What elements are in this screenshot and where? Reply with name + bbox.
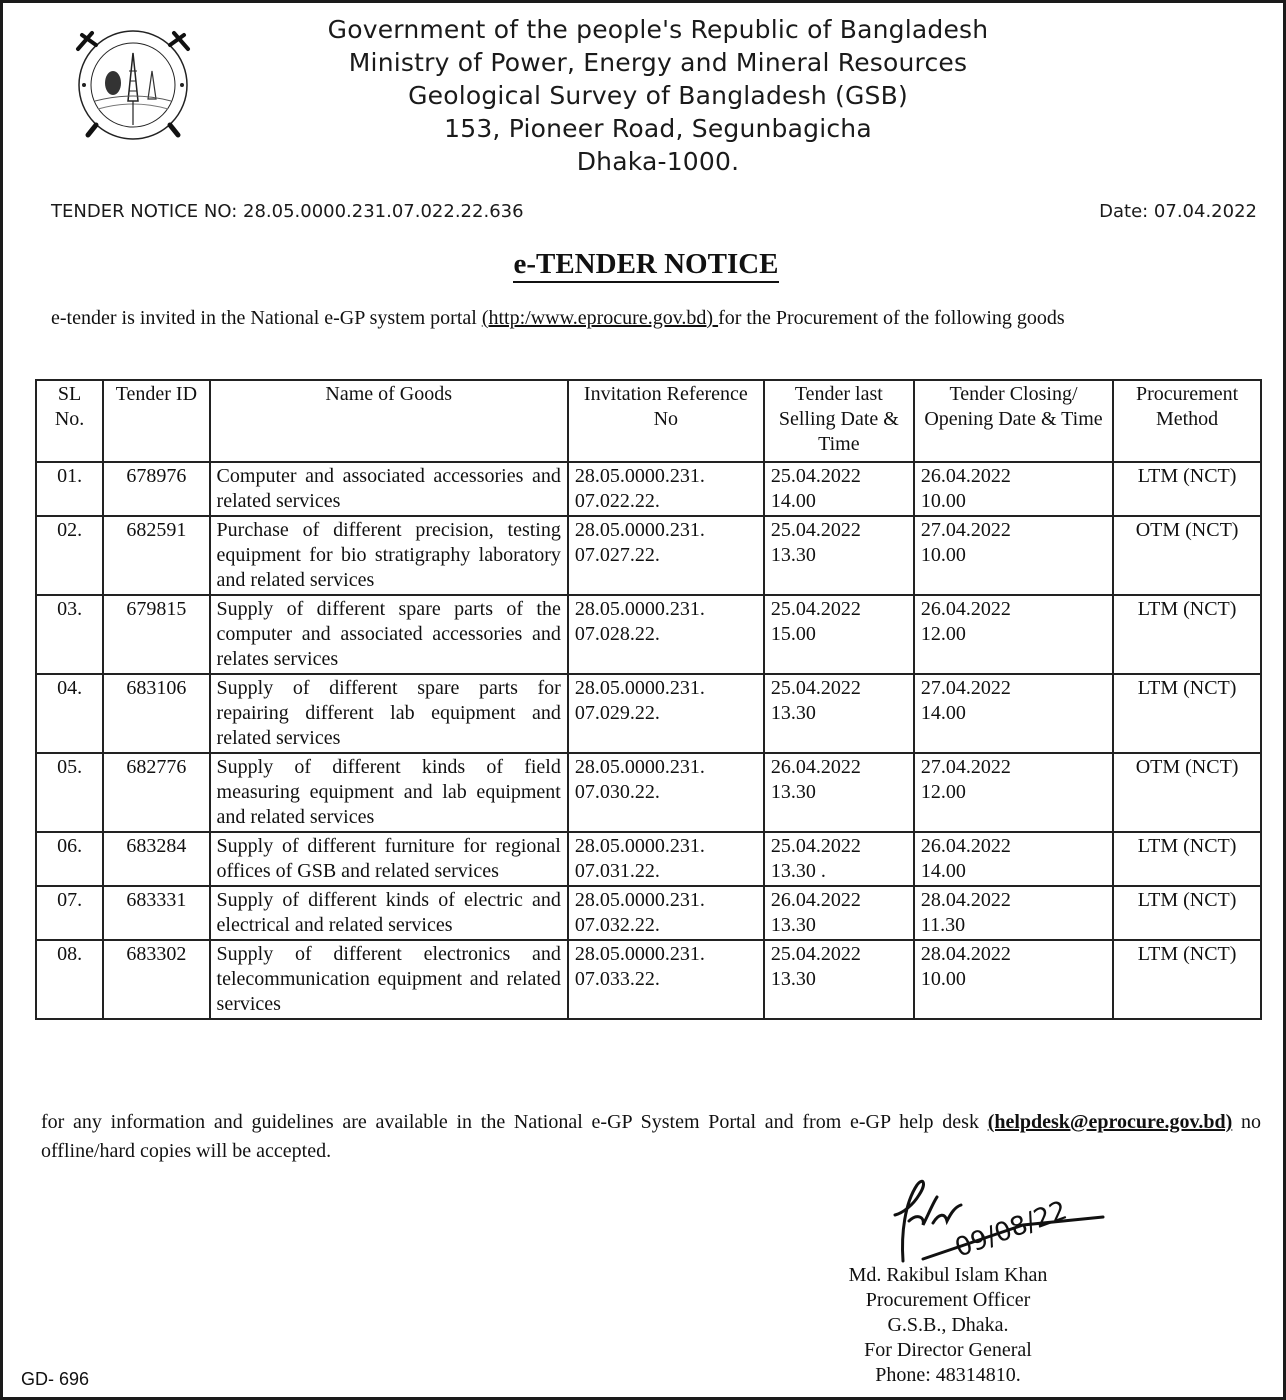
cell-closing-opening <box>914 753 1113 832</box>
table-row <box>36 462 1261 516</box>
cell-last-selling <box>764 595 914 674</box>
cell-last-selling <box>764 886 914 940</box>
ref-line-2: 07.030.22. <box>574 781 660 803</box>
table-row <box>36 832 1261 886</box>
closing-date: 27.04.2022 <box>920 677 1011 699</box>
cell-tender-id: 683106 <box>103 674 209 753</box>
ref-line-1: 28.05.0000.231. <box>574 519 705 541</box>
cell-invitation-ref <box>568 462 764 516</box>
closing-date: 28.04.2022 <box>920 943 1011 965</box>
ref-line-1: 28.05.0000.231. <box>574 598 705 620</box>
cell-name-of-goods: Supply of different electronics and telecommunication equipment and related services <box>210 940 568 1019</box>
footer-note <box>41 1108 1261 1166</box>
cell-sl-no: 05. <box>36 753 103 832</box>
closing-time: 10.00 <box>920 968 966 990</box>
cell-procurement-method: OTM (NCT) <box>1113 753 1261 832</box>
cell-last-selling <box>764 832 914 886</box>
ref-line-2: 07.031.22. <box>574 860 660 882</box>
cell-closing-opening <box>914 462 1113 516</box>
intro-paragraph <box>51 305 1261 331</box>
table-row <box>36 595 1261 674</box>
header-last-selling-date: Tender last Selling Date & Time <box>764 380 914 462</box>
cell-sl-no: 07. <box>36 886 103 940</box>
signatory-phone: Phone: 48314810. <box>875 1364 1021 1386</box>
page-title <box>3 248 1286 281</box>
cell-tender-id: 679815 <box>103 595 209 674</box>
cell-tender-id: 683331 <box>103 886 209 940</box>
tender-table <box>35 379 1262 1020</box>
cell-name-of-goods: Supply of different furniture for regional offices of GSB and related services <box>210 832 568 886</box>
cell-sl-no: 04. <box>36 674 103 753</box>
ref-line-1: 28.05.0000.231. <box>574 943 705 965</box>
closing-time: 12.00 <box>920 781 966 803</box>
cell-name-of-goods: Supply of different kinds of electric and electrical and related services <box>210 886 568 940</box>
cell-name-of-goods: Supply of different spare parts for repairing different lab equipment and related services <box>210 674 568 753</box>
cell-procurement-method: LTM (NCT) <box>1113 674 1261 753</box>
gd-code: GD- 696 <box>21 1369 90 1389</box>
selling-date: 26.04.2022 <box>770 889 861 911</box>
letterhead <box>253 13 1063 178</box>
selling-time: 13.30 <box>770 968 816 990</box>
selling-time: 13.30 <box>770 914 816 936</box>
cell-last-selling <box>764 940 914 1019</box>
ref-line-2: 07.027.22. <box>574 544 660 566</box>
closing-date: 27.04.2022 <box>920 519 1011 541</box>
closing-time: 12.00 <box>920 623 966 645</box>
helpdesk-email-link[interactable]: (helpdesk@eprocure.gov.bd) <box>987 1111 1233 1133</box>
table-header-row <box>36 380 1261 462</box>
letterhead-line: Geological Survey of Bangladesh (GSB) <box>408 81 908 110</box>
cell-tender-id: 678976 <box>103 462 209 516</box>
letterhead-line: 153, Pioneer Road, Segunbagicha <box>444 114 872 143</box>
table-row <box>36 674 1261 753</box>
cell-closing-opening <box>914 674 1113 753</box>
cell-sl-no: 01. <box>36 462 103 516</box>
ref-line-2: 07.033.22. <box>574 968 660 990</box>
closing-time: 11.30 <box>920 914 966 936</box>
cell-name-of-goods: Supply of different kinds of field measuring equipment and lab equipment and related services <box>210 753 568 832</box>
cell-procurement-method: LTM (NCT) <box>1113 595 1261 674</box>
ref-line-2: 07.029.22. <box>574 702 660 724</box>
signatory-on-behalf: For Director General <box>864 1339 1032 1361</box>
signature-date: 09/08/22 <box>951 1195 1072 1264</box>
closing-date: 26.04.2022 <box>920 598 1011 620</box>
selling-time: 13.30 <box>770 781 816 803</box>
table-row <box>36 753 1261 832</box>
signatory-office: G.S.B., Dhaka. <box>887 1314 1009 1336</box>
selling-date: 25.04.2022 <box>770 835 861 857</box>
table-row <box>36 516 1261 595</box>
cell-invitation-ref <box>568 940 764 1019</box>
letterhead-line: Dhaka-1000. <box>576 147 740 176</box>
closing-date: 26.04.2022 <box>920 465 1011 487</box>
ref-line-1: 28.05.0000.231. <box>574 889 705 911</box>
cell-sl-no: 02. <box>36 516 103 595</box>
ref-line-1: 28.05.0000.231. <box>574 465 705 487</box>
selling-time: 13.30 <box>770 702 816 724</box>
cell-last-selling <box>764 674 914 753</box>
header-closing-opening-date: Tender Closing/ Opening Date & Time <box>914 380 1113 462</box>
selling-time: 13.30 <box>770 544 816 566</box>
cell-procurement-method: LTM (NCT) <box>1113 462 1261 516</box>
header-procurement-method: Procurement Method <box>1113 380 1261 462</box>
tender-notice-number: TENDER NOTICE NO: 28.05.0000.231.07.022.22.636 <box>51 201 524 222</box>
header-invitation-ref: Invitation Reference No <box>568 380 764 462</box>
footer-note-end: no offline/hard copies will be accepted. <box>41 1111 1261 1162</box>
header-name-of-goods: Name of Goods <box>210 380 568 462</box>
cell-tender-id: 683302 <box>103 940 209 1019</box>
cell-last-selling <box>764 516 914 595</box>
selling-date: 25.04.2022 <box>770 598 861 620</box>
cell-invitation-ref <box>568 595 764 674</box>
cell-procurement-method: LTM (NCT) <box>1113 832 1261 886</box>
geological-survey-seal-icon <box>68 21 198 143</box>
notice-date: Date: 07.04.2022 <box>1099 201 1257 222</box>
header-sl-no: SL No. <box>36 380 103 462</box>
cell-invitation-ref <box>568 886 764 940</box>
letterhead-line: Ministry of Power, Energy and Mineral Resources <box>348 48 968 77</box>
header-tender-id: Tender ID <box>103 380 209 462</box>
cell-tender-id: 682776 <box>103 753 209 832</box>
ref-line-1: 28.05.0000.231. <box>574 835 705 857</box>
footer-note-text: for any information and guidelines are available in the National e-GP System Portal and from e-GP help desk <box>41 1111 988 1133</box>
ref-line-1: 28.05.0000.231. <box>574 756 705 778</box>
ref-line-2: 07.022.22. <box>574 490 660 512</box>
cell-invitation-ref <box>568 674 764 753</box>
selling-date: 25.04.2022 <box>770 943 861 965</box>
selling-time: 14.00 <box>770 490 816 512</box>
signatory-title: Procurement Officer <box>865 1289 1031 1311</box>
closing-time: 10.00 <box>920 490 966 512</box>
cell-name-of-goods: Computer and associated accessories and related services <box>210 462 568 516</box>
ref-line-2: 07.028.22. <box>574 623 660 645</box>
ref-line-2: 07.032.22. <box>574 914 660 936</box>
cell-invitation-ref <box>568 753 764 832</box>
cell-closing-opening <box>914 516 1113 595</box>
cell-invitation-ref <box>568 832 764 886</box>
table-row <box>36 940 1261 1019</box>
selling-date: 26.04.2022 <box>770 756 861 778</box>
intro-text-end: for the Procurement of the following goods <box>718 307 1065 329</box>
selling-date: 25.04.2022 <box>770 677 861 699</box>
cell-tender-id: 682591 <box>103 516 209 595</box>
letterhead-line: Government of the people's Republic of Bangladesh <box>327 15 989 44</box>
cell-sl-no: 08. <box>36 940 103 1019</box>
cell-closing-opening <box>914 940 1113 1019</box>
selling-time: 13.30 . <box>770 860 826 882</box>
cell-sl-no: 03. <box>36 595 103 674</box>
cell-last-selling <box>764 462 914 516</box>
closing-time: 14.00 <box>920 860 966 882</box>
closing-date: 28.04.2022 <box>920 889 1011 911</box>
closing-date: 26.04.2022 <box>920 835 1011 857</box>
cell-procurement-method: OTM (NCT) <box>1113 516 1261 595</box>
page-title-text: e-TENDER NOTICE <box>513 248 778 283</box>
signatory-name: Md. Rakibul Islam Khan <box>848 1264 1048 1286</box>
cell-sl-no: 06. <box>36 832 103 886</box>
table-row <box>36 886 1261 940</box>
cell-last-selling <box>764 753 914 832</box>
eprocure-link[interactable]: (http:/www.eprocure.gov.bd) <box>481 307 719 329</box>
closing-time: 10.00 <box>920 544 966 566</box>
cell-closing-opening <box>914 595 1113 674</box>
cell-procurement-method: LTM (NCT) <box>1113 940 1261 1019</box>
closing-time: 14.00 <box>920 702 966 724</box>
selling-time: 15.00 <box>770 623 816 645</box>
cell-closing-opening <box>914 832 1113 886</box>
selling-date: 25.04.2022 <box>770 519 861 541</box>
cell-invitation-ref <box>568 516 764 595</box>
cell-closing-opening <box>914 886 1113 940</box>
cell-name-of-goods: Purchase of different precision, testing equipment for bio stratigraphy laboratory and related services <box>210 516 568 595</box>
cell-tender-id: 683284 <box>103 832 209 886</box>
cell-name-of-goods: Supply of different spare parts of the computer and associated accessories and relates services <box>210 595 568 674</box>
signatory-block <box>763 1263 1133 1388</box>
cell-procurement-method: LTM (NCT) <box>1113 886 1261 940</box>
selling-date: 25.04.2022 <box>770 465 861 487</box>
signature-icon <box>873 1173 1123 1268</box>
intro-text: e-tender is invited in the National e-GP system portal <box>51 307 482 329</box>
closing-date: 27.04.2022 <box>920 756 1011 778</box>
ref-line-1: 28.05.0000.231. <box>574 677 705 699</box>
